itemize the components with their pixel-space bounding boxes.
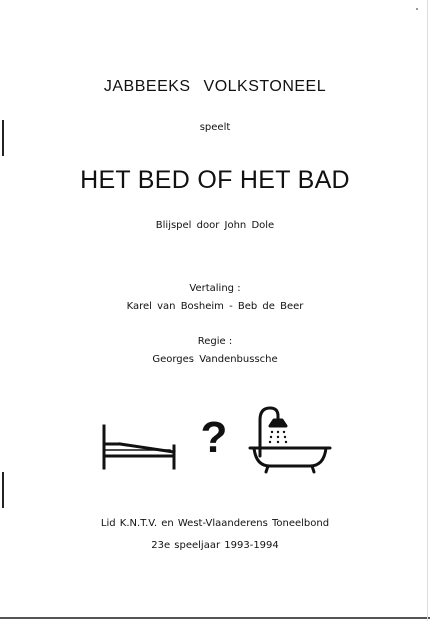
scan-edge-mark xyxy=(2,120,4,156)
company-name: JABBEEKS VOLKSTONEEL xyxy=(103,78,327,95)
play-title: HET BED OF HET BAD xyxy=(80,166,350,194)
scan-bottom-edge xyxy=(0,617,430,619)
scan-speck xyxy=(416,8,418,10)
illustration-row xyxy=(0,398,430,478)
scan-right-edge xyxy=(427,0,428,621)
translation-label: Vertaling : xyxy=(189,283,241,294)
membership-line: Lid K.N.T.V. en West-Vlaanderens Toneelbond xyxy=(100,518,330,529)
question-mark: ? xyxy=(200,413,228,462)
season-line: 23e speeljaar 1993-1994 xyxy=(151,540,279,551)
direction-label: Regie : xyxy=(197,336,233,347)
play-subtitle: Blijspel door John Dole xyxy=(155,220,275,231)
translators: Karel van Bosheim - Beb de Beer xyxy=(126,301,304,312)
bed-icon xyxy=(100,422,180,472)
director: Georges Vandenbussche xyxy=(152,354,278,365)
bathtub-shower-icon xyxy=(246,402,334,474)
presents-label: speelt xyxy=(199,122,231,133)
scan-edge-mark xyxy=(2,472,4,508)
